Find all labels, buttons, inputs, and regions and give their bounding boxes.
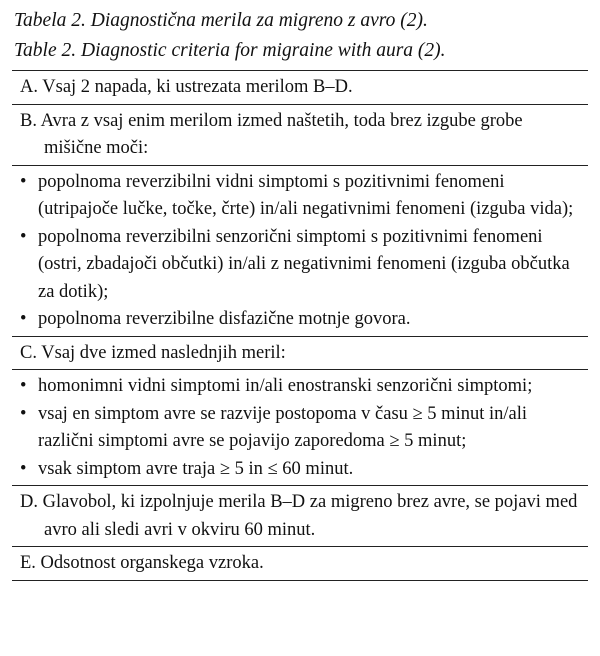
table-caption-slovene: Tabela 2. Diagnostična merila za migreno z avro (2).	[14, 10, 428, 31]
bullet-icon: •	[20, 458, 27, 479]
list-item	[20, 224, 580, 307]
criterion-e: E. Odsotnost organskega vzroka.	[20, 553, 264, 573]
bullet-icon: •	[20, 376, 27, 396]
list-item-text: popolnoma reverzibilni vidni simptomi s pozitivnimi fenomeni (utripajoče lučke, točke, črte) in/ali negativnimi fenomeni (izguba vida);	[38, 171, 574, 219]
list-item	[20, 401, 580, 456]
criterion-b-list	[12, 166, 588, 337]
bullet-icon: •	[20, 403, 27, 424]
list-item-text: popolnoma reverzibilni senzorični simptomi s pozitivnimi fenomeni (ostri, zbadajoči občutki) in/ali z negativnimi fenomeni (izguba občutka za dotik);	[38, 226, 570, 302]
criterion-c: C. Vsaj dve izmed naslednjih meril:	[20, 342, 286, 363]
criterion-a: A. Vsaj 2 napada, ki ustrezata merilom B–D.	[20, 77, 353, 97]
criterion-a-row	[12, 71, 588, 105]
criterion-b: B. Avra z vsaj enim merilom izmed naštetih, toda brez izgube grobe mišične moči:	[20, 110, 523, 158]
criteria-table	[12, 70, 588, 581]
criterion-d-row	[12, 486, 588, 547]
bullet-icon: •	[20, 171, 27, 192]
criterion-c-row	[12, 337, 588, 371]
list-item	[20, 306, 580, 334]
criterion-e-row	[12, 547, 588, 581]
list-item	[20, 456, 580, 484]
list-item-text: popolnoma reverzibilne disfazične motnje govora.	[38, 309, 411, 329]
table-caption-english: Table 2. Diagnostic criteria for migraine with aura (2).	[14, 40, 446, 61]
list-item	[20, 169, 580, 224]
list-item-text: vsak simptom avre traja ≥ 5 in ≤ 60 minut.	[38, 458, 354, 479]
list-item-text: vsaj en simptom avre se razvije postopoma v času ≥ 5 minut in/ali različni simptomi avre se pojavijo zaporedoma ≥ 5 minut;	[38, 403, 527, 451]
criterion-d: D. Glavobol, ki izpolnjuje merila B–D za migreno brez avre, se pojavi med avro ali sledi avri v okviru 60 minut.	[20, 492, 578, 540]
criterion-b-row	[12, 105, 588, 166]
bullet-icon: •	[20, 309, 27, 329]
bullet-icon: •	[20, 226, 27, 247]
list-item	[20, 373, 580, 401]
criterion-c-list	[12, 370, 588, 486]
list-item-text: homonimni vidni simptomi in/ali enostranski senzorični simptomi;	[38, 376, 533, 396]
